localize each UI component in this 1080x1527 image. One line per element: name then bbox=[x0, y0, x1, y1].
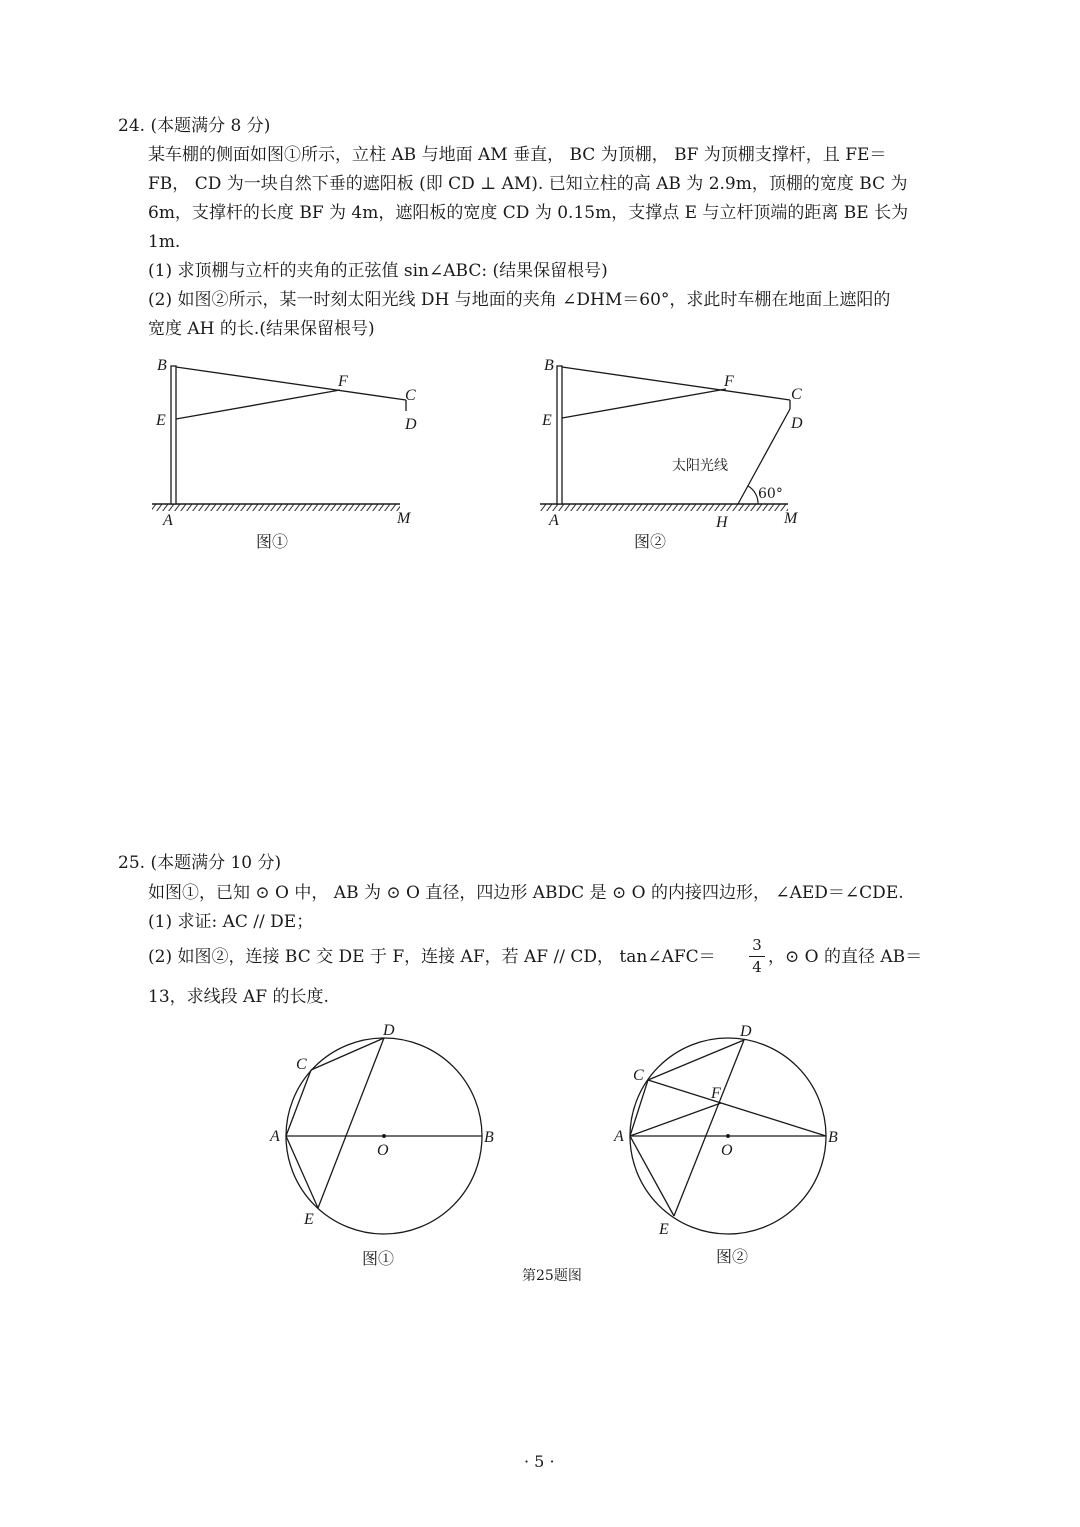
label-b: B bbox=[157, 357, 167, 374]
chord-cd bbox=[648, 1040, 744, 1080]
q24-line-6: (2) 如图②所示，某一时刻太阳光线 DH 与地面的夹角 ∠DHM＝60°，求此时车棚在地面上遮阳的 bbox=[148, 290, 891, 310]
page-number: · 5 · bbox=[524, 1452, 555, 1471]
label-c: C bbox=[296, 1056, 307, 1073]
q24-figure-2 bbox=[540, 357, 803, 551]
label-f: F bbox=[724, 373, 734, 390]
chord-ae bbox=[286, 1136, 318, 1208]
strut-ef bbox=[176, 390, 340, 419]
label-a: A bbox=[614, 1128, 624, 1145]
label-e: E bbox=[304, 1211, 314, 1228]
q25-figure-title: 第25题图 bbox=[522, 1268, 582, 1284]
q24-line-1: 某车棚的侧面如图①所示，立柱 AB 与地面 AM 垂直， BC 为顶棚， BF 为顶棚支撑杆，且 FE＝ bbox=[148, 145, 887, 165]
label-a: A bbox=[549, 512, 559, 529]
q25-line-4: 13，求线段 AF 的长度. bbox=[148, 987, 329, 1007]
q25-figure-2 bbox=[613, 1023, 838, 1266]
label-f: F bbox=[338, 373, 348, 390]
fraction-denominator: 4 bbox=[752, 958, 762, 976]
roof-bc bbox=[176, 367, 406, 400]
label-e: E bbox=[659, 1221, 669, 1238]
label-d: D bbox=[740, 1023, 752, 1040]
q25-figure-1 bbox=[269, 1022, 494, 1268]
roof-bc bbox=[562, 367, 790, 400]
label-m: M bbox=[397, 510, 411, 527]
label-f: F bbox=[711, 1085, 721, 1102]
pillar-ab bbox=[171, 366, 176, 504]
fraction-numerator: 3 bbox=[752, 936, 762, 954]
label-o: O bbox=[377, 1142, 389, 1159]
q25-header: 25. (本题满分 10 分) bbox=[118, 853, 282, 873]
label-b: B bbox=[484, 1129, 494, 1146]
label-h: H bbox=[716, 514, 728, 531]
label-e: E bbox=[542, 412, 552, 429]
label-o: O bbox=[721, 1142, 733, 1159]
sun-ray-label: 太阳光线 bbox=[672, 458, 728, 474]
label-b: B bbox=[544, 357, 554, 374]
q25-line-2: (1) 求证: AC // DE； bbox=[148, 912, 314, 932]
center-point bbox=[382, 1134, 386, 1138]
ground-hatch bbox=[540, 504, 788, 511]
label-c: C bbox=[791, 386, 802, 403]
q24-line-5: (1) 求顶棚与立杆的夹角的正弦值 sin∠ABC: (结果保留根号) bbox=[148, 261, 608, 281]
q24-fig1-caption: 图① bbox=[256, 532, 289, 551]
q24-header: 24. (本题满分 8 分) bbox=[118, 116, 271, 136]
q24-line-7: 宽度 AH 的长.(结果保留根号) bbox=[148, 319, 375, 339]
chord-de bbox=[674, 1040, 744, 1216]
strut-ef bbox=[562, 389, 726, 418]
angle-arc bbox=[748, 486, 758, 504]
chord-de bbox=[318, 1038, 384, 1208]
label-d: D bbox=[791, 415, 803, 432]
label-a: A bbox=[163, 512, 173, 529]
label-a: A bbox=[270, 1128, 280, 1145]
q25-line-3a: (2) 如图②，连接 BC 交 DE 于 F，连接 AF，若 AF // CD， tan∠AFC＝ bbox=[148, 947, 716, 967]
label-c: C bbox=[405, 387, 416, 404]
pillar-ab bbox=[557, 366, 562, 504]
chord-ae bbox=[630, 1136, 674, 1216]
q24-line-2: FB， CD 为一块自然下垂的遮阳板 (即 CD ⊥ AM). 已知立柱的高 AB 为 2.9m，顶棚的宽度 BC 为 bbox=[148, 174, 908, 194]
chord-bc bbox=[648, 1080, 826, 1136]
q25-fig1-caption: 图① bbox=[362, 1249, 395, 1268]
q25-line-1: 如图①，已知 ⊙ O 中， AB 为 ⊙ O 直径，四边形 ABDC 是 ⊙ O 的内接四边形， ∠AED＝∠CDE. bbox=[148, 883, 904, 903]
chord-ac bbox=[630, 1080, 648, 1136]
label-d: D bbox=[383, 1022, 395, 1039]
chord-ac bbox=[286, 1070, 311, 1136]
q24-fig2-caption: 图② bbox=[634, 532, 667, 551]
q25-line-3b: ，⊙ O 的直径 AB＝ bbox=[768, 947, 923, 967]
angle-label: 60° bbox=[758, 486, 783, 502]
center-point bbox=[726, 1134, 730, 1138]
q24-line-3: 6m，支撑杆的长度 BF 为 4m，遮阳板的宽度 CD 为 0.15m，支撑点 E 与立杆顶端的距离 BE 长为 bbox=[148, 203, 909, 223]
label-e: E bbox=[156, 412, 166, 429]
q24-figure-1 bbox=[152, 357, 417, 551]
label-d: D bbox=[405, 416, 417, 433]
ground-hatch bbox=[152, 504, 400, 511]
label-m: M bbox=[784, 510, 798, 527]
q25-fig2-caption: 图② bbox=[716, 1247, 749, 1266]
label-b: B bbox=[828, 1129, 838, 1146]
q24-line-4: 1m. bbox=[148, 232, 181, 252]
label-c: C bbox=[633, 1067, 644, 1084]
